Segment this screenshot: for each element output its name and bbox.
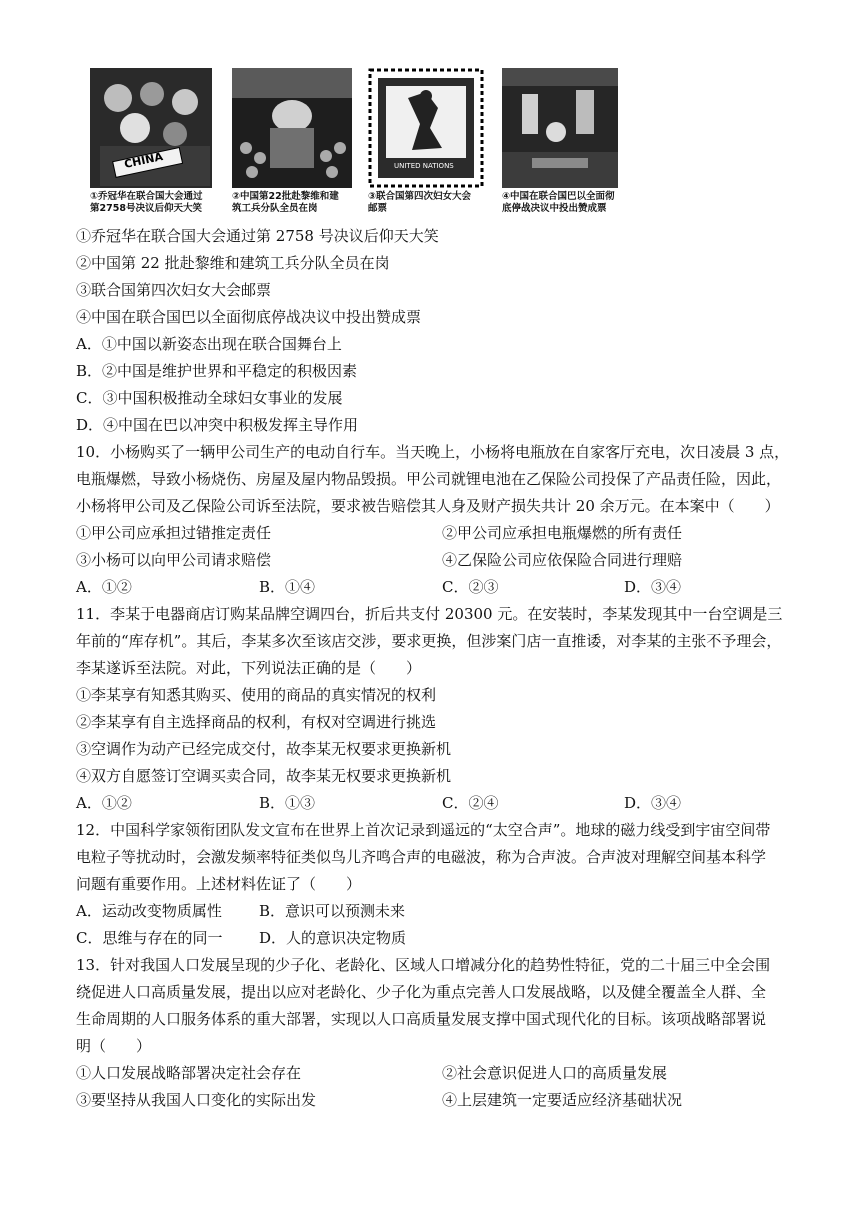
photo-stamp-icon — [368, 68, 484, 188]
q10-option-a: A．①② — [76, 578, 132, 596]
china-sign-text: CHINA — [123, 150, 165, 171]
q9-item-1: ①乔冠华在联合国大会通过第 2758 号决议后仰天大笑 — [76, 227, 439, 245]
q10-item-1: ①甲公司应承担过错推定责任 — [76, 524, 272, 542]
q11-stem-line2: 年前的“库存机”。其后，李某多次至该店交涉，要求更换，但涉案门店一直推诿，对李某的主张不予理会， — [76, 632, 782, 650]
q10-item-3: ③小杨可以向甲公司请求赔偿 — [76, 551, 272, 569]
q13-stem-line2: 绕促进人口高质量发展，提出以应对老龄化、少子化为重点完善人口发展战略，以及健全覆盖全人群、全 — [76, 983, 767, 1001]
q10-option-b: B．①④ — [259, 578, 316, 596]
photo-strip — [88, 68, 648, 218]
q10-item-2: ②甲公司应承担电瓶爆燃的所有责任 — [442, 524, 683, 542]
q9-option-d: D．④中国在巴以冲突中积极发挥主导作用 — [76, 416, 359, 434]
q12-option-c: C．思维与存在的同一 — [76, 929, 223, 947]
photo-1 — [90, 68, 212, 215]
q9-option-c: C．③中国积极推动全球妇女事业的发展 — [76, 389, 343, 407]
photo-4-caption-line2: 底停战决议中投出赞成票 — [502, 203, 607, 214]
photo-2-caption-line2: 筑工兵分队全员在岗 — [232, 203, 318, 214]
q13-stem-line4: 明（ ） — [76, 1037, 152, 1055]
q10-option-c: C．②③ — [442, 578, 499, 596]
q13-item-4: ④上层建筑一定要适应经济基础状况 — [442, 1091, 683, 1109]
q9-option-b: B．②中国是维护世界和平稳定的积极因素 — [76, 362, 358, 380]
q12-stem-line1: 12．中国科学家领衔团队发文宣布在世界上首次记录到遥远的“太空合声”。地球的磁力线受到宇宙空间带 — [76, 821, 771, 839]
photo-2-caption-line1: ②中国第22批赴黎维和建 — [232, 191, 339, 202]
q11-item-4: ④双方自愿签订空调买卖合同，故李某无权要求更换新机 — [76, 767, 452, 785]
q11-option-c: C．②④ — [442, 794, 499, 812]
photo-1-caption-line2: 第2758号决议后仰天大笑 — [90, 203, 202, 214]
q11-stem-line3: 李某遂诉至法院。对此，下列说法正确的是（ ） — [76, 659, 422, 677]
q9-item-4: ④中国在联合国巴以全面彻底停战决议中投出赞成票 — [76, 308, 422, 326]
photo-4-caption-line1: ④中国在联合国巴以全面彻 — [502, 191, 615, 202]
q13-stem-line1: 13．针对我国人口发展呈现的少子化、老龄化、区域人口增减分化的趋势性特征，党的二十届三中全会围 — [76, 956, 771, 974]
photo-qiao-guanhua-icon — [90, 68, 212, 188]
q11-option-b: B．①③ — [259, 794, 316, 812]
q11-stem-line1: 11．李某于电器商店订购某品牌空调四台，折后共支付 20300 元。在安装时，李某发现其中一台空调是三 — [76, 605, 783, 623]
q13-stem-line3: 生命周期的人口服务体系的重大部署，实现以人口高质量发展支撑中国式现代化的目标。该项战略部署说 — [76, 1010, 767, 1028]
q12-stem-line2: 电粒子等扰动时，会激发频率特征类似鸟儿齐鸣合声的电磁波，称为合声波。合声波对理解空间基本科学 — [76, 848, 767, 866]
photo-3-caption-line2: 邮票 — [368, 203, 388, 214]
q9-item-3: ③联合国第四次妇女大会邮票 — [76, 281, 272, 299]
q11-item-1: ①李某享有知悉其购买、使用的商品的真实情况的权利 — [76, 686, 437, 704]
q12-option-b: B．意识可以预测未来 — [259, 902, 406, 920]
q13-item-2: ②社会意识促进人口的高质量发展 — [442, 1064, 668, 1082]
q10-item-4: ④乙保险公司应依保险合同进行理赔 — [442, 551, 683, 569]
q10-stem-line3: 小杨将甲公司及乙保险公司诉至法院，要求被告赔偿其人身及财产损失共计 20 余万元。在本案中（ ） — [76, 497, 780, 515]
photo-1-caption-line1: ①乔冠华在联合国大会通过 — [90, 191, 203, 202]
q11-option-a: A．①② — [76, 794, 132, 812]
q9-option-a: A．①中国以新姿态出现在联合国舞台上 — [76, 335, 342, 353]
q13-item-1: ①人口发展战略部署决定社会存在 — [76, 1064, 302, 1082]
q10-stem-line1: 10．小杨购买了一辆甲公司生产的电动自行车。当天晚上，小杨将电瓶放在自家客厅充电，次日凌晨 3 点， — [76, 443, 790, 461]
photo-3-caption-line1: ③联合国第四次妇女大会 — [368, 191, 472, 202]
q10-stem-line2: 电瓶爆燃，导致小杨烧伤、房屋及屋内物品毁损。甲公司就锂电池在乙保险公司投保了产品责任险，因此， — [76, 470, 782, 488]
photo-vote-icon — [502, 68, 618, 188]
photo-3 — [368, 68, 484, 215]
q11-option-d: D．③④ — [624, 794, 682, 812]
q11-item-3: ③空调作为动产已经完成交付，故李某无权要求更换新机 — [76, 740, 452, 758]
q12-stem-line3: 问题有重要作用。上述材料佐证了（ ） — [76, 875, 362, 893]
q11-item-2: ②李某享有自主选择商品的权利，有权对空调进行挑选 — [76, 713, 437, 731]
photo-peacekeepers-icon — [232, 68, 352, 188]
q13-item-3: ③要坚持从我国人口变化的实际出发 — [76, 1091, 317, 1109]
q10-option-d: D．③④ — [624, 578, 682, 596]
stamp-text: UNITED NATIONS — [394, 162, 454, 170]
photo-4 — [502, 68, 618, 215]
q12-option-d: D．人的意识决定物质 — [259, 929, 407, 947]
q12-option-a: A．运动改变物质属性 — [76, 902, 222, 920]
photo-2 — [232, 68, 352, 215]
q9-item-2: ②中国第 22 批赴黎维和建筑工兵分队全员在岗 — [76, 254, 390, 272]
